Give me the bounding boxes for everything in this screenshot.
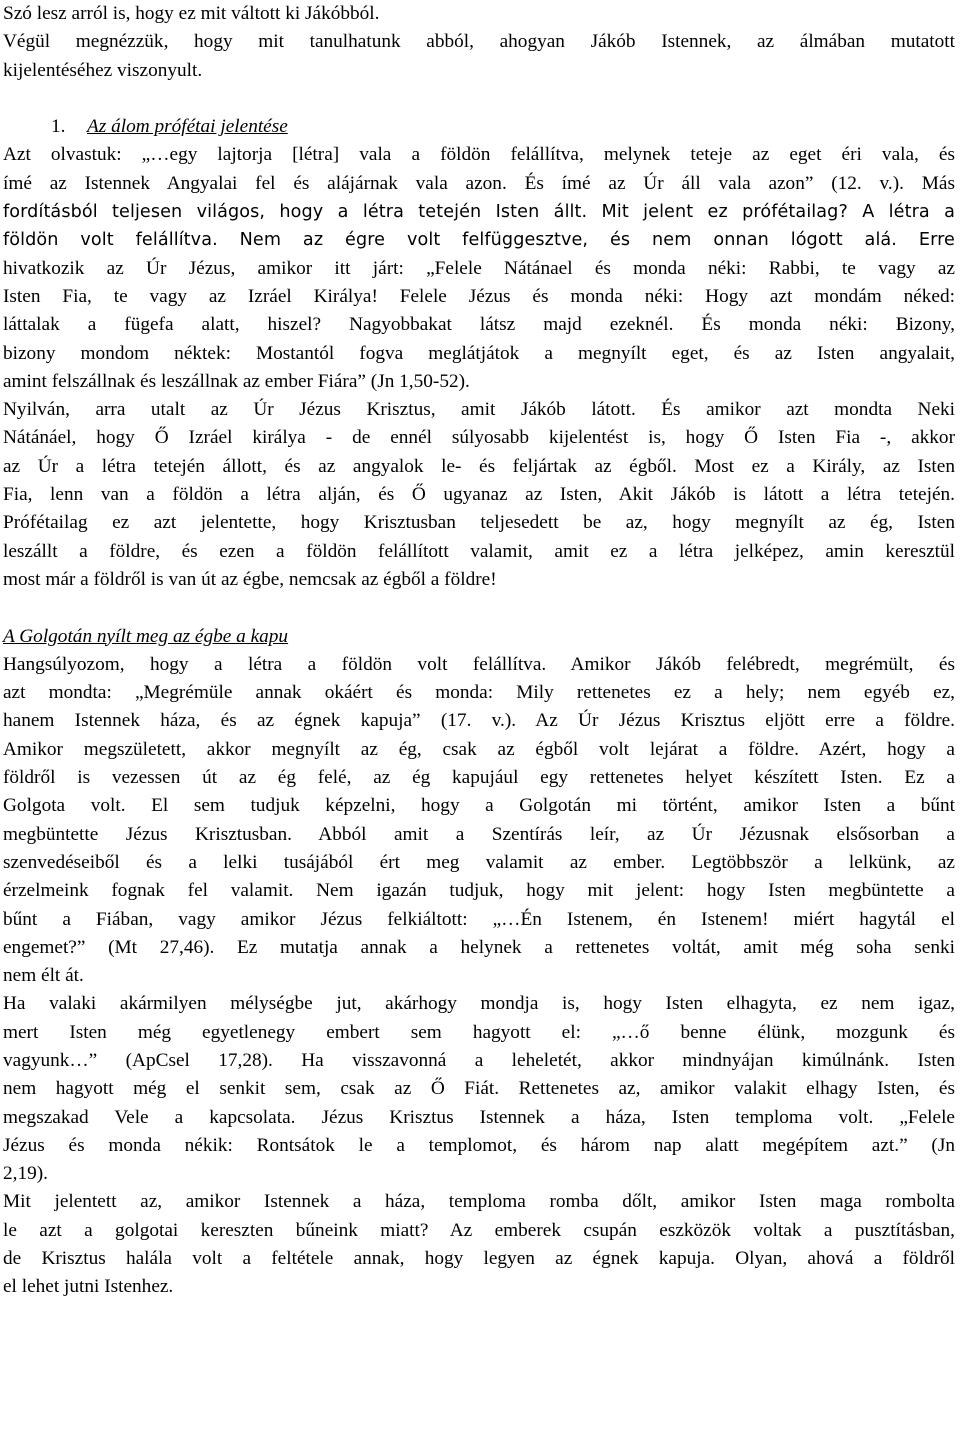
text-line: Azt olvastuk: „…egy lajtorja [létra] vala a földön felállítva, melynek teteje az eget éri vala, és xyxy=(3,144,955,166)
section-title: Az álom prófétai jelentése xyxy=(87,116,288,138)
text-line: engemet?” (Mt 27,46). Ez mutatja annak a helynek a rettenetes voltát, amit még soha senki xyxy=(3,936,955,958)
text-line: azt mondta: „Megrémüle annak okáért és monda: Mily rettenetes ez a hely; nem egyéb ez, xyxy=(3,682,955,704)
text-line: nem élt át. xyxy=(3,965,84,987)
text-line: Ha valaki akármilyen mélységbe jut, akárhogy mondja is, hogy Isten elhagyta, ez nem igaz, xyxy=(3,993,955,1015)
text-line: Fia, lenn van a földön a létra alján, és Ő ugyanaz az Isten, Akit Jákób is látott a létra tetején. xyxy=(3,484,955,506)
section2-body xyxy=(3,651,955,1302)
text-line: hivatkozik az Úr Jézus, amikor itt járt: „Felele Nátánael és monda néki: Rabbi, te vagy az xyxy=(3,257,955,279)
section-number: 1. xyxy=(51,116,66,138)
text-line: mert Isten még egyetlenegy embert sem hagyott el: „…ő benne élünk, mozgunk és xyxy=(3,1021,955,1043)
text-line: földről is vezessen út az ég felé, az ég kapujául egy rettenetes helyet készített Isten. Ez a xyxy=(3,767,955,789)
blank-line xyxy=(3,594,955,622)
text-line: fordításból teljesen világos, hogy a létra tetején Isten állt. Mit jelent ez prófétailag? A létra a xyxy=(3,202,955,223)
text-line: most már a földről is van út az égbe, nemcsak az égből a földre! xyxy=(3,568,497,590)
text-line: leszállt a földre, és ezen a földön felállított valamit, amit ez a létra jelképez, amin keresztül xyxy=(3,540,955,562)
text-line: Nyilván, arra utalt az Úr Jézus Krisztus, amit Jákób látott. És amikor azt mondta Neki xyxy=(3,399,955,421)
text-line: Prófétailag ez azt jelentette, hogy Krisztusban teljesedett be az, hogy megnyílt az ég, Isten xyxy=(3,512,955,534)
text-line: láttalak a fügefa alatt, hiszel? Nagyobbakat látsz majd ezeknél. És monda néki: Bizony, xyxy=(3,314,955,336)
section-heading xyxy=(3,113,955,141)
text-line: Végül megnézzük, hogy mit tanulhatunk abból, ahogyan Jákób Istennek, az álmában mutatott xyxy=(3,31,955,53)
text-line: hanem Istennek háza, és az égnek kapuja” (17. v.). Az Úr Jézus Krisztus eljött erre a földre. xyxy=(3,710,955,732)
text-line: földön volt felállítva. Nem az égre volt felfüggesztve, és nem onnan lógott alá. Erre xyxy=(3,230,955,251)
text-line: Nátánáel, hogy Ő Izráel királya - de ennél súlyosabb kijelentést is, hogy Ő Isten Fia -, akkor xyxy=(3,427,955,449)
text-line: megbüntette Jézus Krisztusban. Abból amit a Szentírás leír, az Úr Jézusnak elsősorban a xyxy=(3,823,955,845)
text-line: amint felszállnak és leszállnak az ember Fiára” (Jn 1,50-52). xyxy=(3,370,470,392)
intro-paragraph xyxy=(3,0,955,85)
text-line: az Úr a létra tetején állott, és az angyalok le- és feljártak az égből. Most ez a Király, az Isten xyxy=(3,455,955,477)
text-line: kijelentéséhez viszonyult. xyxy=(3,59,203,81)
text-line: el lehet jutni Istenhez. xyxy=(3,1276,174,1298)
text-line: le azt a golgotai kereszten bűneink miatt? Az emberek csupán eszközök voltak a pusztításban, xyxy=(3,1219,955,1241)
text-line: Hangsúlyozom, hogy a létra a földön volt felállítva. Amikor Jákób felébredt, megrémült, és xyxy=(3,653,955,675)
text-line: szenvedéseiből és a lelki tusájából ért meg valamit az ember. Legtöbbször a lelkünk, az xyxy=(3,851,955,873)
blank-line xyxy=(3,85,955,113)
text-line: Jézus és monda nékik: Rontsátok le a templomot, és három nap alatt megépítem azt.” (Jn xyxy=(3,1134,955,1156)
text-line: bizony mondom néktek: Mostantól fogva meglátjátok a megnyílt eget, és az Isten angyalait, xyxy=(3,342,955,364)
text-line: érzelmeink fognak fel valamit. Nem igazán tudjuk, hogy mit jelent: hogy Isten megbüntette a xyxy=(3,880,955,902)
text-line: megszakad Vele a kapcsolata. Jézus Krisztus Istennek a háza, Isten temploma volt. „Felele xyxy=(3,1106,955,1128)
text-line: Mit jelentett az, amikor Istennek a háza, temploma romba dőlt, amikor Isten maga rombolta xyxy=(3,1191,955,1213)
section1-body xyxy=(3,141,955,594)
text-line: bűnt a Fiában, vagy amikor Jézus felkiáltott: „…Én Istenem, én Istenem! miért hagytál el xyxy=(3,908,955,930)
text-line: 2,19). xyxy=(3,1163,48,1185)
text-line: Szó lesz arról is, hogy ez mit váltott ki Jákóbból. xyxy=(3,3,380,24)
section-title: A Golgotán nyílt meg az égbe a kapu xyxy=(3,625,289,647)
text-line: nem hagyott még el senkit sem, csak az Ő Fiát. Rettenetes az, amikor valakit elhagy Isten, és xyxy=(3,1078,955,1100)
text-line: Isten Fia, te vagy az Izráel Királya! Felele Jézus és monda néki: Hogy azt mondám néked: xyxy=(3,285,955,307)
text-line: Golgota volt. El sem tudjuk képzelni, hogy a Golgotán mi történt, amikor Isten a bűnt xyxy=(3,795,955,817)
text-line: vagyunk…” (ApCsel 17,28). Ha visszavonná a leheletét, akkor mindnyájan kimúlnánk. Isten xyxy=(3,1049,955,1071)
section-heading xyxy=(3,623,955,651)
text-line: de Krisztus halála volt a feltétele annak, hogy legyen az égnek kapuja. Olyan, ahová a földről xyxy=(3,1248,955,1270)
text-line: Amikor megszületett, akkor megnyílt az ég, csak az égből volt lejárat a földre. Azért, hogy a xyxy=(3,738,955,760)
text-line: ímé az Istennek Angyalai fel és alájárnak vala azon. És ímé az Úr áll vala azon” (12. v.). Más xyxy=(3,172,955,194)
document-page xyxy=(3,0,955,1302)
